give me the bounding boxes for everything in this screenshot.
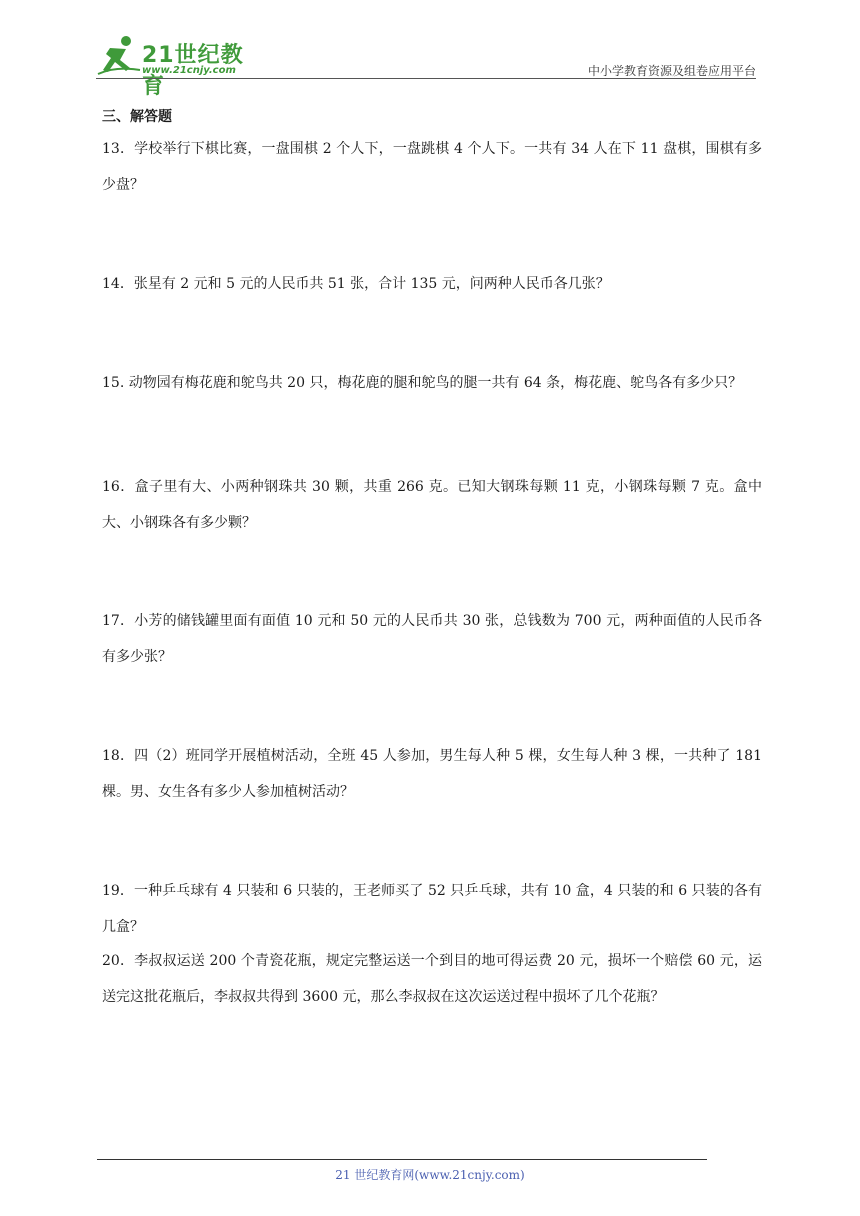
question-text: ．盒子里有大、小两种钢珠共 30 颗，共重 266 克。已知大钢珠每颗 11 克，小钢珠每颗 7 克。盒中大、小钢珠各有多少颗？ (102, 479, 762, 531)
question-text: ．四（2）班同学开展植树活动，全班 45 人参加，男生每人种 5 棵，女生每人种 3 棵，一共种了 181 棵。男、女生各有多少人参加植树活动？ (102, 748, 762, 800)
question-text: ．张星有 2 元和 5 元的人民币共 51 张，合计 135 元，问两种人民币各几张？ (119, 276, 610, 292)
question-13 (102, 131, 762, 203)
question-19 (102, 873, 762, 945)
platform-name: 中小学教育资源及组卷应用平台 (587, 64, 756, 78)
question-number: 16 (102, 479, 120, 495)
question-number: 20 (102, 953, 120, 969)
logo (96, 34, 266, 99)
question-17 (102, 603, 762, 675)
question-text: ．李叔叔运送 200 个青瓷花瓶，规定完整运送一个到目的地可得运费 20 元，损坏一个赔偿 60 元，运送完这批花瓶后，李叔叔共得到 3600 元，那么李叔叔在这次运送过程中损坏了几个花瓶？ (102, 953, 762, 1005)
question-number: 17 (102, 613, 120, 629)
question-number: 13 (102, 141, 120, 157)
question-text: . 动物园有梅花鹿和鸵鸟共 20 只，梅花鹿的腿和鸵鸟的腿一共有 64 条，梅花鹿、鸵鸟各有多少只？ (119, 375, 743, 391)
question-15 (102, 365, 762, 401)
question-text: ．一种乒乓球有 4 只装和 6 只装的，王老师买了 52 只乒乓球，共有 10 盒，4 只装的和 6 只装的各有几盒？ (102, 883, 762, 935)
page-footer: 21 世纪教育网(www.21cnjy.com) (335, 1168, 525, 1182)
question-16 (102, 469, 762, 541)
page-header (96, 30, 756, 99)
runner-logo-icon (96, 34, 142, 78)
logo-text: 21世纪教育 (142, 43, 244, 99)
question-number: 18 (102, 748, 120, 764)
question-14 (102, 266, 762, 302)
question-text: ．小芳的储钱罐里面有面值 10 元和 50 元的人民币共 30 张，总钱数为 700 元，两种面值的人民币各有多少张？ (102, 613, 762, 665)
question-text: ．学校举行下棋比赛，一盘围棋 2 个人下，一盘跳棋 4 个人下。一共有 34 人在下 11 盘棋，围棋有多少盘？ (102, 141, 762, 193)
footer-divider (97, 1159, 707, 1160)
section-title: 三、解答题 (102, 109, 172, 125)
question-number: 19 (102, 883, 120, 899)
question-number: 14 (102, 276, 120, 292)
question-number: 15 (102, 375, 120, 391)
question-18 (102, 738, 762, 810)
question-20 (102, 943, 762, 1015)
logo-url: www.21cnjy.com (142, 65, 236, 76)
header-divider (96, 78, 756, 79)
